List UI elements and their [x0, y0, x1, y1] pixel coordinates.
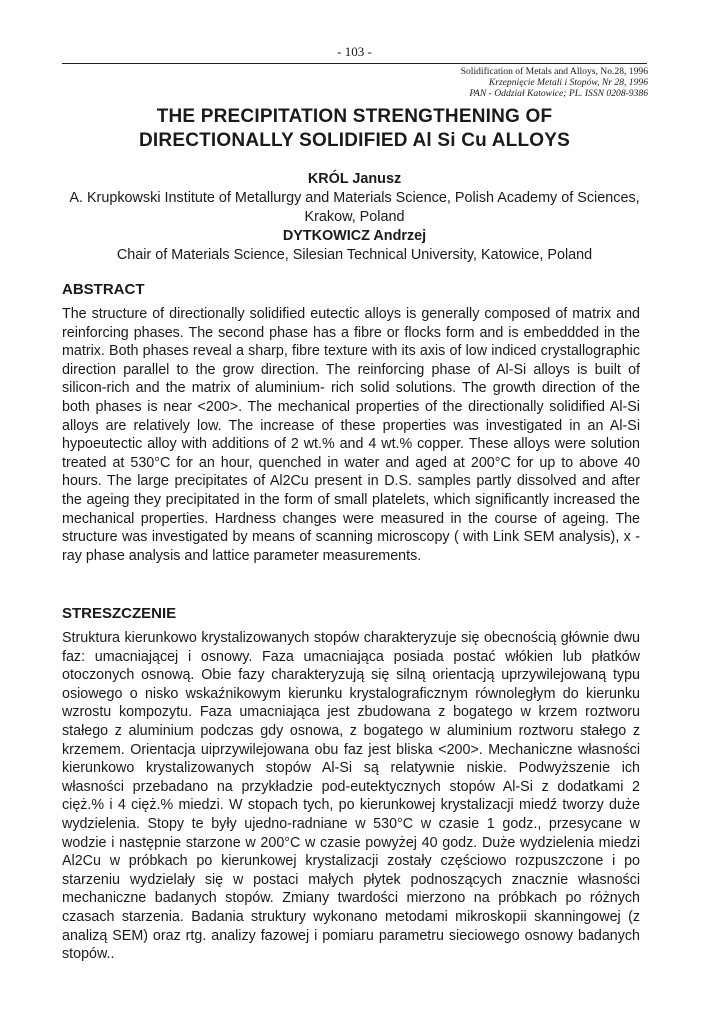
header-divider [62, 63, 647, 64]
author-block [62, 170, 647, 265]
journal-line-issn: PAN - Oddział Katowice; PL. ISSN 0208-9386 [469, 88, 648, 99]
title-line-2: DIRECTIONALLY SOLIDIFIED Al Si Cu ALLOYS [139, 130, 570, 151]
author-affiliation: A. Krupkowski Institute of Metallurgy and Materials Science, Polish Academy of Sciences, Krakow, Poland [69, 190, 640, 225]
title-line-1: THE PRECIPITATION STRENGTHENING OF [156, 106, 553, 127]
abstract-body: The structure of directionally solidified eutectic alloys is generally composed of matrix and reinforcing phases. The second phase has a fibre or flocks form and is embeddded in the matrix. Both phases reveal a sharp, fibre texture with its axis of low indiced crystallographic direction parallel to the grow direction. The reinforcing phase of Al-Si alloys is built of silicon-rich and the matrix of aluminium- rich solid solutions. The growth direction of the both phases is near <200>. The mechanical properties of the directionally solidified Al-Si alloys are relatively low. The increase of these properties was investigated in an Al-Si hypoeutectic alloy with additions of 2 wt.% and 4 wt.% copper. These alloys were solution treated at 530°C for an hour, quenched in water and aged at 200°C for up to above 40 hours. The large precipitates of Al2Cu present in D.S. samples partly dissolved and after the ageing they precipitated in the form of small platelets, which significantly increased the mechanical properties. Hardness changes were measured in the course of ageing. The structure was investigated by means of scanning microscopy ( with Link SEM analysis), x - ray phase analysis and lattice parameter measurements. [62, 306, 640, 564]
abstract-heading: ABSTRACT [62, 281, 145, 298]
streszczenie-heading: STRESZCZENIE [62, 605, 177, 622]
author-affiliation: Chair of Materials Science, Silesian Technical University, Katowice, Poland [116, 247, 593, 263]
streszczenie-body: Struktura kierunkowo krystalizowanych stopów charakteryzuje się obecnością głównie dwu faz: umacniającej i osnowy. Faza umacniająca posiada postać włókien lub płatków otoczonych osnową. Obie fazy charakteryzują się silną orientacją uprzywilejowaną typu osiowego o nisko wskaźnikowym kierunku krystalograficznym równoległym do kierunku wzrostu kompozytu. Faza umacniająca jest zbudowana z bogatego w krzem roztworu stałego z aluminium podczas gdy osnowa, z bogatego w aluminium roztworu stałego z krzemem. Orientacja uiprzywilejowana obu faz jest bliska <200>. Mechaniczne własności kierunkowo krystalizowanych stopów Al-Si są relatywnie niskie. Podwyższenie ich własności przebadano na przykładzie pod-eutektycznych stopów Al-Si z dodatkami 2 cięż.% i 4 cięż.% miedzi. W stopach tych, po kierunkowej krystalizacji miedź tworzy duże wydzielenia. Stopy te były ujedno-radniane w 530°C w czasie 1 godz., przesycane w wodzie i następnie starzone w 200°C w czasie powyżej 40 godz. Duże wydzielenia miedzi Al2Cu w próbkach po kierunkowej krystalizacji zostały częściowo rozpuszczone i po starzeniu wydzielały się w postaci małych płytek podnoszących znacznie własności mechaniczne badanych stopów. Zmiany twardości mierzono na próbkach po różnych czasach starzenia. Badania struktury wykonano metodami mikroskopii skanningowej (z analizą SEM) oraz rtg. analizy fazowej i pomiaru parametru sieciowego osnowy badanych stopów.. [62, 630, 640, 963]
journal-citation [461, 66, 648, 99]
author-name: KRÓL Janusz [307, 171, 402, 187]
journal-line-english: Solidification of Metals and Alloys, No.28, 1996 [460, 66, 648, 77]
page-number: - 103 - [337, 44, 372, 59]
author-name: DYTKOWICZ Andrzej [282, 228, 427, 244]
journal-line-polish: Krzepnięcie Metali i Stopów, Nr 28, 1996 [488, 77, 648, 88]
paper-title [40, 105, 669, 153]
